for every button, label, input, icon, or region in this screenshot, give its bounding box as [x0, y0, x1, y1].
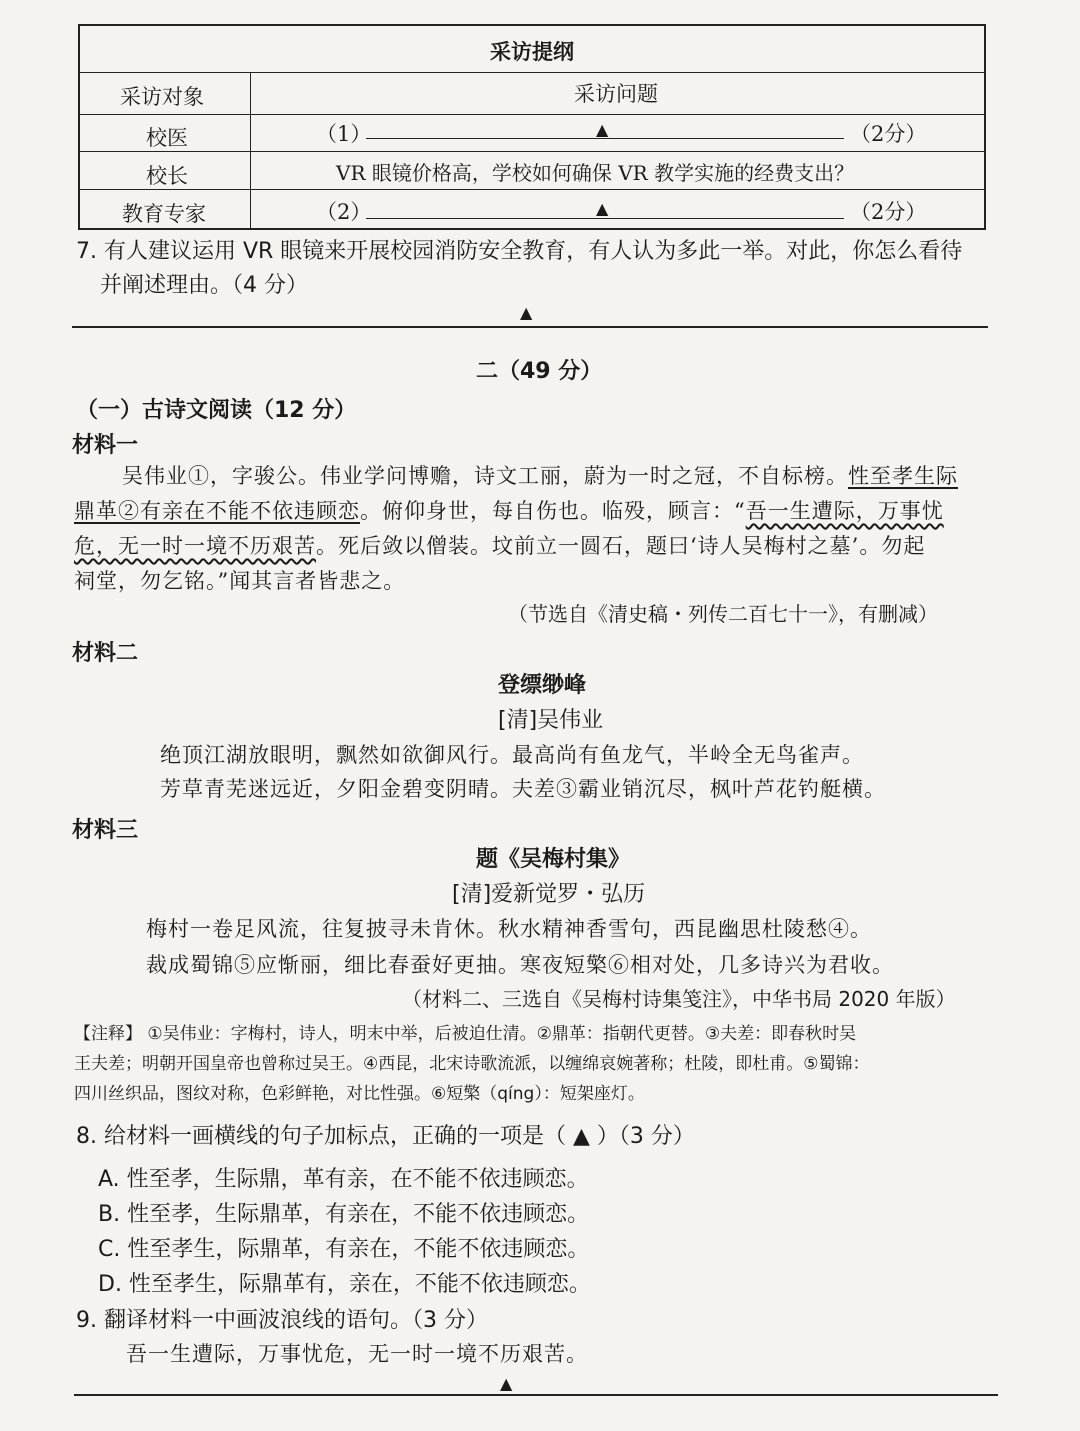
material-label: 材料一 — [72, 433, 139, 458]
answer-line — [72, 326, 988, 328]
question-7-line1: 7. 有人建议运用 VR 眼镜来开展校园消防安全教育，有人认为多此一举。对此，你怎么看待 — [76, 239, 963, 264]
poem-author: [清]吴伟业 — [498, 708, 604, 733]
table-row-subject: 教育专家 — [122, 202, 206, 226]
material-label: 材料二 — [72, 641, 139, 666]
material-source: （材料二、三选自《吴梅村诗集笺注》，中华书局 2020 年版） — [402, 987, 956, 1011]
option-c: C. 性至孝生，际鼎革，有亲在，不能不依违顾恋。 — [98, 1237, 590, 1262]
poem-title: 题《吴梅村集》 — [476, 847, 631, 872]
material-text-line: 鼎革②有亲在不能不依违顾恋。俯仰身世，每自伤也。临殁，顾言：“吾一生遭际，万事忧 — [74, 499, 944, 523]
poem-author: [清]爱新觉罗・弘历 — [452, 882, 646, 907]
wavy-underlined-text: 危，无一时一境不历艰苦 — [74, 534, 316, 558]
poem-line: 绝顶江湖放眼明，飘然如欲御风行。最高尚有鱼龙气，半岭全无鸟雀声。 — [160, 743, 864, 767]
option-a: A. 性至孝，生际鼎，革有亲，在不能不依违顾恋。 — [98, 1167, 589, 1192]
answer-triangle: ▲ — [596, 199, 609, 218]
table-row-subject: 校医 — [146, 126, 188, 150]
score-label: （2分） — [850, 200, 927, 224]
table-column-divider — [250, 72, 251, 228]
material-source: （节选自《清史稿・列传二百七十一》，有删减） — [508, 602, 938, 626]
answer-triangle: ▲ — [520, 303, 533, 322]
material-text-line: 祠堂，勿乞铭。”闻其言者皆悲之。 — [74, 569, 406, 593]
wavy-underlined-text: 吾一生遭际，万事忧 — [745, 499, 944, 523]
answer-triangle: ▲ — [500, 1374, 513, 1393]
table-divider — [80, 72, 984, 73]
question-7-line2: 并阐述理由。（4 分） — [100, 273, 308, 298]
question-9-sentence: 吾一生遭际，万事忧危，无一时一境不历艰苦。 — [126, 1342, 588, 1366]
subsection-title: （一）古诗文阅读（12 分） — [76, 398, 357, 423]
notes-line: 王夫差；明朝开国皇帝也曾称过吴王。④西昆，北宋诗歌流派，以缠绵哀婉著称；杜陵，即杜甫。⑤蜀锦： — [74, 1054, 870, 1074]
question-9-stem: 9. 翻译材料一中画波浪线的语句。（3 分） — [76, 1308, 488, 1333]
notes-line: 四川丝织品，图纹对称，色彩鲜艳，对比性强。⑥短檠（qíng）：短架座灯。 — [74, 1084, 645, 1104]
underlined-text: 鼎革②有亲在不能不依违顾恋 — [74, 499, 360, 523]
table-divider — [80, 189, 984, 190]
table-divider — [80, 151, 984, 152]
answer-triangle: ▲ — [596, 120, 609, 139]
score-label: （2分） — [850, 122, 927, 146]
answer-line — [74, 1394, 998, 1396]
material-label: 材料三 — [72, 818, 139, 843]
underlined-text: 性至孝生际 — [848, 464, 958, 488]
material-text-line: 危，无一时一境不历艰苦。死后敛以僧装。坟前立一圆石，题曰‘诗人吴梅村之墓’。勿起 — [74, 534, 926, 558]
column-header-question: 采访问题 — [574, 82, 658, 106]
table-row-subject: 校长 — [146, 164, 188, 188]
question-number: （1） — [316, 122, 372, 146]
interview-table — [78, 24, 986, 230]
section-title: 二（49 分） — [476, 359, 603, 384]
question-number: （2） — [316, 200, 372, 224]
option-b: B. 性至孝，生际鼎革，有亲在，不能不依违顾恋。 — [98, 1202, 590, 1227]
option-d: D. 性至孝生，际鼎革有，亲在，不能不依违顾恋。 — [98, 1272, 591, 1297]
poem-line: 芳草青芜迷远近，夕阳金碧变阴晴。夫差③霸业销沉尽，枫叶芦花钓艇横。 — [160, 777, 886, 801]
answer-blank — [366, 218, 844, 219]
poem-title: 登缥缈峰 — [498, 673, 587, 698]
poem-line: 梅村一卷足风流，往复披寻未肯休。秋水精神香雪句，西昆幽思杜陵愁④。 — [146, 917, 872, 941]
notes-line: 【注释】 ①吴伟业：字梅村，诗人，明末中举，后被迫仕清。②鼎革：指朝代更替。③夫差：即春秋时吴 — [74, 1024, 857, 1044]
table-title: 采访提纲 — [490, 39, 574, 64]
table-divider — [80, 114, 984, 115]
column-header-subject: 采访对象 — [120, 85, 204, 109]
question-8-stem: 8. 给材料一画横线的句子加标点，正确的一项是（ ▲ ）（3 分） — [76, 1124, 695, 1149]
table-row-question: VR 眼镜价格高，学校如何确保 VR 教学实施的经费支出？ — [336, 161, 855, 185]
poem-line: 裁成蜀锦⑤应惭丽，细比春蚕好更抽。寒夜短檠⑥相对处，几多诗兴为君收。 — [146, 953, 894, 977]
material-text-line: 吴伟业①，字骏公。伟业学问博赡，诗文工丽，蔚为一时之冠，不自标榜。性至孝生际 — [122, 464, 958, 488]
